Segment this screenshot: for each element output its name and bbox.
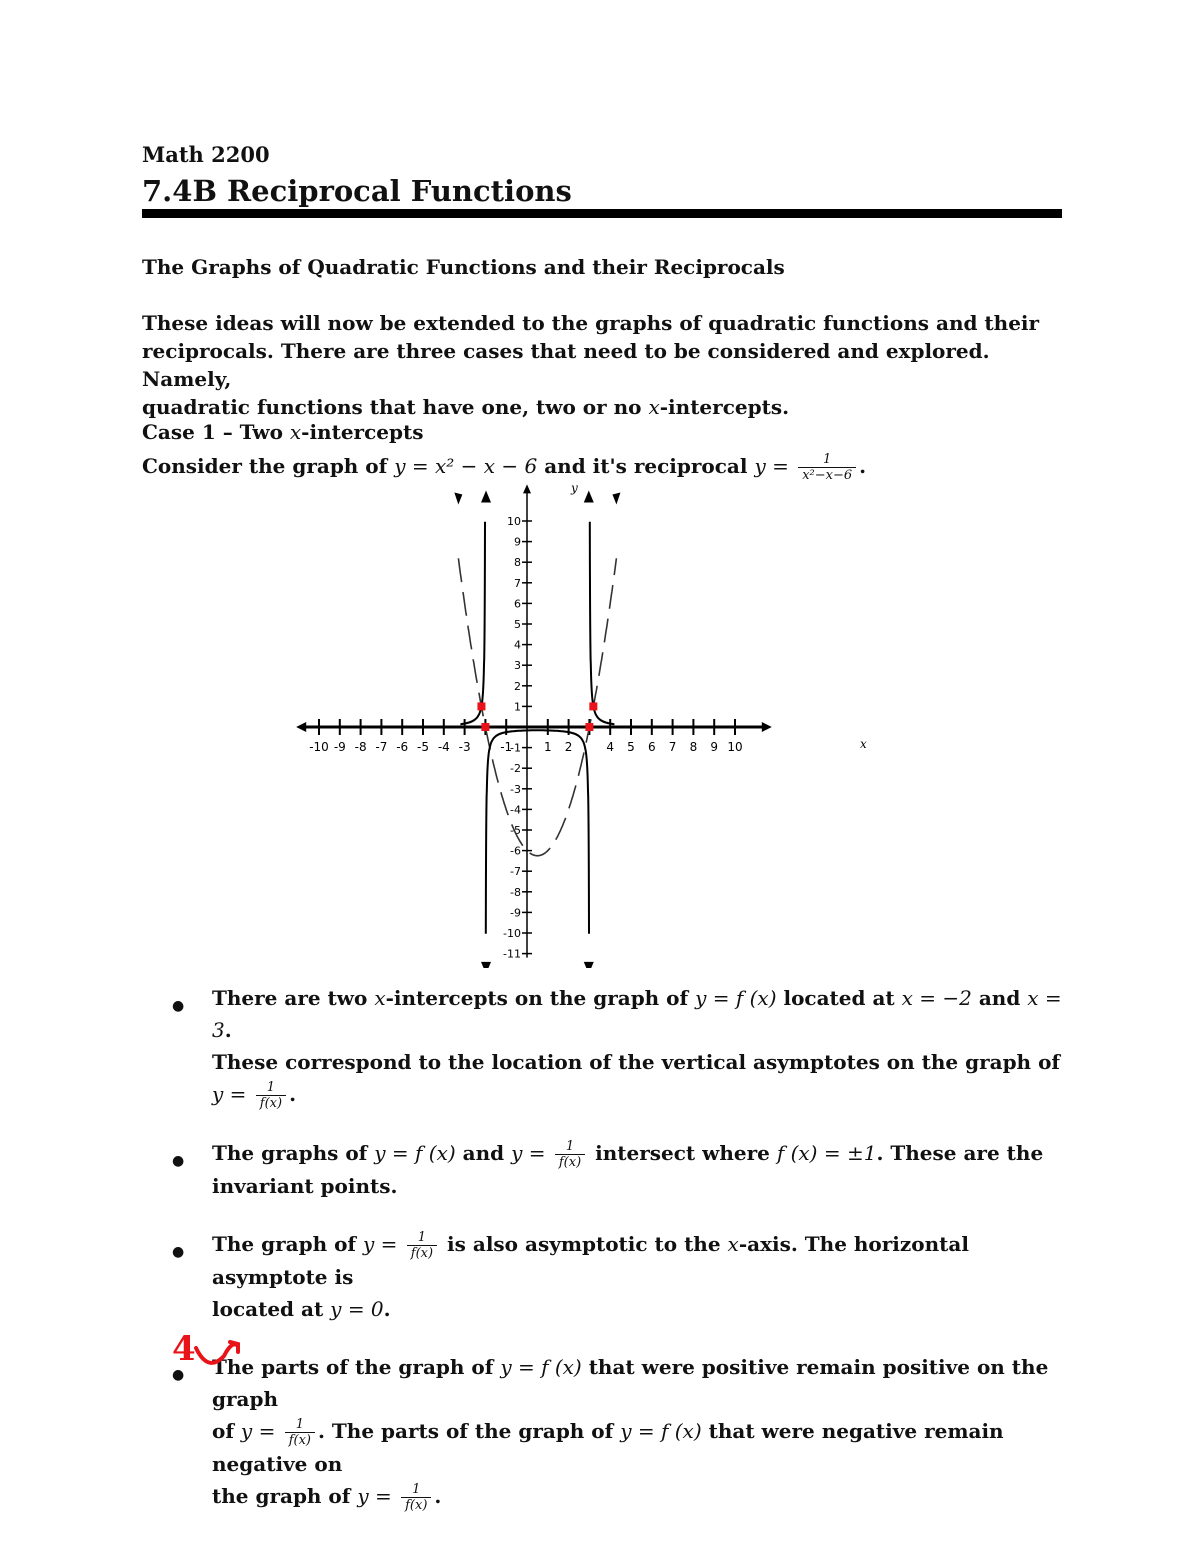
- math-y-eq: y =: [357, 1484, 399, 1508]
- bullet-text: These correspond to the location of the vertical asymptotes on the graph of: [212, 1050, 1061, 1074]
- bullet-item: [172, 982, 1072, 1111]
- y-tick-label: 7: [514, 576, 521, 590]
- x-axis-arrow-right: [762, 722, 772, 732]
- bullet-text: .: [434, 1484, 442, 1508]
- handwritten-arrow: [196, 1342, 238, 1363]
- title-underline: [142, 209, 1062, 218]
- y-tick-label: -7: [510, 865, 521, 879]
- fraction-numerator: 1: [407, 1230, 437, 1246]
- curves: [454, 491, 620, 968]
- math-y-eq-fx: y = f (x): [500, 1355, 582, 1379]
- x-tick-label: 8: [689, 740, 698, 754]
- fraction-numerator: 1: [401, 1482, 431, 1498]
- bullet-list: [172, 982, 1072, 1539]
- y-tick-label: 9: [514, 535, 521, 549]
- bullet-text: located at: [776, 986, 902, 1010]
- quadratic-equation: y = x² − x − 6: [394, 454, 538, 478]
- fraction-numerator: 1: [555, 1139, 585, 1155]
- reciprocal-fraction: [407, 1230, 437, 1261]
- bullet-text: The graphs of: [212, 1141, 375, 1165]
- bullet-text: that were negative remain negative on: [212, 1419, 1004, 1476]
- intro-text: -intercepts.: [659, 395, 790, 419]
- x-tick-label: 9: [710, 740, 719, 754]
- math-x: x: [648, 395, 660, 419]
- x-tick-label: -9: [333, 740, 346, 754]
- y-tick-label: -10: [503, 927, 521, 940]
- x-tick-label: 6: [647, 740, 656, 754]
- y-tick-label: -4: [510, 803, 521, 817]
- x-tick-label: -4: [437, 740, 450, 754]
- x-tick-label: 2: [564, 740, 573, 754]
- bullet-text: of: [212, 1419, 241, 1443]
- reciprocal-fraction: [555, 1139, 585, 1170]
- bullet-text: and: [971, 986, 1028, 1010]
- fraction-denominator: x²−x−6: [802, 468, 853, 483]
- math-y-eq: y =: [363, 1232, 404, 1256]
- invariant-point: [481, 723, 489, 731]
- math-y-eq-fx: y = f (x): [695, 986, 777, 1010]
- bullet-text: that were positive remain positive on the graph: [212, 1355, 1049, 1411]
- math-x-neg2: x = −2: [901, 986, 972, 1010]
- bullet-dot: ●: [172, 1244, 185, 1260]
- reciprocal-branch-middle: [486, 730, 589, 934]
- case-heading-text: -intercepts: [301, 420, 424, 444]
- bullet-text: .: [383, 1297, 391, 1321]
- bullet-text: -intercepts on the graph of: [385, 986, 696, 1010]
- intro-line-3: [142, 393, 1042, 421]
- bullet-text: .: [289, 1082, 297, 1106]
- intro-text: quadratic functions that have one, two or no: [142, 395, 649, 419]
- reciprocal-arrow-top-right: [584, 491, 594, 503]
- y-axis-label: y: [571, 481, 578, 495]
- math-y-0: y = 0: [330, 1297, 384, 1321]
- y-tick-label: 2: [514, 679, 521, 693]
- bullet-text: the graph of: [212, 1484, 358, 1508]
- reciprocal-fraction: [285, 1417, 315, 1448]
- x-tick-label: -5: [417, 740, 429, 754]
- bullet-text: is also asymptotic to the: [440, 1232, 728, 1256]
- bullet-text: . The parts of the graph of: [317, 1419, 621, 1443]
- axes: [296, 484, 772, 957]
- bullet-dot: ●: [172, 998, 185, 1014]
- x-tick-label: 4: [606, 740, 615, 754]
- y-tick-label: -8: [510, 885, 521, 899]
- bullet-text: The graph of: [212, 1232, 363, 1256]
- bullet-item: [172, 1228, 1072, 1325]
- invariant-point: [589, 702, 597, 710]
- bullet-text: and: [455, 1141, 512, 1165]
- x-axis-arrow-left: [296, 722, 306, 732]
- math-x-3: x = 3: [212, 986, 1062, 1042]
- invariant-point: [585, 723, 593, 731]
- x-tick-label: -6: [396, 740, 409, 754]
- page-title: 7.4B Reciprocal Functions: [142, 174, 572, 208]
- fraction-denominator: f(x): [558, 1155, 582, 1170]
- x-tick-label: 1: [543, 740, 552, 754]
- consider-text: and it's reciprocal: [537, 454, 755, 478]
- reciprocal-fraction: [256, 1080, 286, 1111]
- math-y-eq: y =: [240, 1419, 282, 1443]
- bullet-text: -axis. The horizontal asymptote is: [212, 1232, 969, 1289]
- y-tick-label: -3: [510, 782, 521, 796]
- y-tick-label: 3: [514, 659, 521, 673]
- math-x: x: [289, 420, 302, 444]
- x-tick-label: -7: [375, 740, 388, 754]
- fraction-denominator: f(x): [259, 1096, 283, 1111]
- bullet-text: .: [224, 1018, 232, 1042]
- y-tick-label: -1: [510, 741, 521, 755]
- y-tick-label: -2: [510, 762, 521, 776]
- course-label: Math 2200: [142, 142, 270, 167]
- math-y-eq: y =: [212, 1082, 253, 1106]
- fraction-numerator: 1: [256, 1080, 286, 1096]
- math-y-eq: y =: [754, 454, 796, 478]
- math-x: x: [374, 986, 386, 1010]
- fraction-numerator: 1: [285, 1417, 315, 1433]
- intro-paragraph: [142, 309, 1042, 421]
- y-axis-arrow: [523, 484, 531, 493]
- x-tick-label: -10: [309, 740, 329, 754]
- fraction-numerator: 1: [798, 452, 856, 468]
- x-tick-label: 7: [668, 740, 677, 754]
- bullet-item: [172, 1351, 1072, 1513]
- y-tick-label: 10: [507, 515, 521, 528]
- math-y-eq-fx: y = f (x): [374, 1141, 456, 1165]
- fraction-denominator: f(x): [405, 1498, 428, 1513]
- consider-text: Consider the graph of: [142, 454, 395, 478]
- quadratic-arrow-left: [454, 493, 462, 505]
- bullet-text: The parts of the graph of: [212, 1355, 501, 1379]
- reciprocal-graph: [290, 478, 890, 968]
- math-x: x: [727, 1232, 739, 1256]
- intro-line-2: reciprocals. There are three cases that need to be considered and explored. Namely,: [142, 339, 990, 391]
- reciprocal-arrow-bottom-right: [584, 962, 594, 968]
- reciprocal-arrow-bottom-left: [481, 962, 491, 968]
- reciprocal-branch-right: [590, 522, 615, 724]
- reciprocal-branch-left: [460, 522, 485, 724]
- bullet-text: located at: [212, 1297, 331, 1321]
- y-tick-label: -11: [503, 947, 521, 961]
- math-y-eq-fx: y = f (x): [620, 1419, 702, 1443]
- intro-line-1: These ideas will now be extended to the graphs of quadratic functions and their: [142, 311, 1040, 335]
- y-tick-label: -6: [510, 844, 521, 858]
- y-tick-label: 6: [514, 597, 521, 611]
- y-tick-label: 8: [514, 556, 521, 570]
- y-tick-label: -9: [510, 906, 521, 920]
- handwritten-annotation: [168, 1318, 258, 1388]
- quadratic-arrow-right: [612, 493, 620, 505]
- bullet-dot: ●: [172, 1367, 185, 1383]
- handwritten-note: 4: [172, 1329, 196, 1369]
- case-1-heading: [142, 420, 423, 444]
- reciprocal-arrow-top-left: [481, 491, 491, 503]
- x-tick-label: 10: [727, 740, 743, 754]
- invariant-point: [477, 702, 485, 710]
- x-tick-label: -3: [458, 740, 471, 754]
- y-tick-label: -5: [510, 824, 521, 837]
- bullet-text: invariant points.: [212, 1174, 398, 1198]
- section-heading: The Graphs of Quadratic Functions and their Reciprocals: [142, 255, 785, 279]
- x-tick-label: 5: [627, 740, 635, 754]
- math-y-eq: y =: [511, 1141, 552, 1165]
- y-tick-labels: [503, 515, 521, 961]
- y-tick-label: 5: [514, 618, 521, 631]
- reciprocal-fraction: [401, 1482, 431, 1513]
- math-fx-pm1: f (x) = ±1: [776, 1141, 877, 1165]
- bullet-text: intersect where: [588, 1141, 777, 1165]
- period: .: [859, 454, 867, 478]
- bullet-text: There are two: [212, 986, 375, 1010]
- fraction-denominator: f(x): [410, 1246, 434, 1261]
- bullet-dot: ●: [172, 1153, 185, 1169]
- case-heading-text: Case 1 – Two: [142, 420, 290, 444]
- x-tick-label: -1: [500, 740, 513, 754]
- y-tick-label: 1: [514, 700, 521, 714]
- y-tick-label: 4: [514, 638, 521, 652]
- bullet-text: . These are the: [876, 1141, 1044, 1165]
- x-tick-label: -8: [354, 740, 367, 754]
- bullet-item: [172, 1137, 1072, 1202]
- fraction-denominator: f(x): [288, 1433, 311, 1448]
- x-axis-label: x: [860, 737, 867, 751]
